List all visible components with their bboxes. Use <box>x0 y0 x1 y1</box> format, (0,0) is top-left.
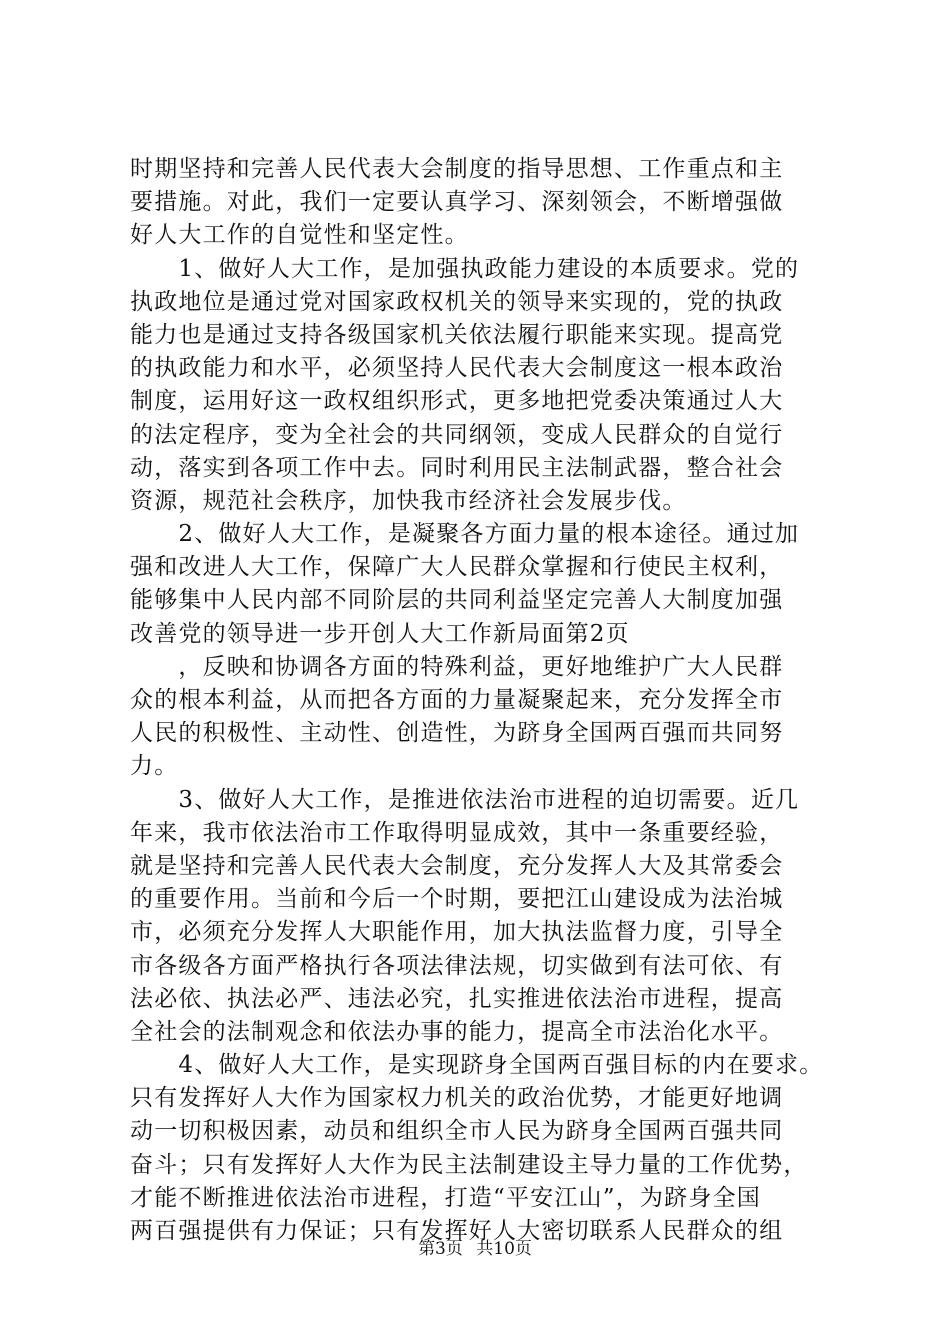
text-line: 就是坚持和完善人民代表大会制度，充分发挥人大及其常委会 <box>130 852 784 879</box>
text-line: 执政地位是通过党对国家政权机关的领导来实现的，党的执政 <box>130 288 784 315</box>
text-line: 资源，规范社会秩序，加快我市经济社会发展步伐。 <box>130 487 687 514</box>
text-line: 力。 <box>130 753 179 780</box>
text-line: 能力也是通过支持各级国家机关依法履行职能来实现。提高党 <box>130 321 784 348</box>
text-line: 动，落实到各项工作中去。同时利用民主法制武器，整合社会 <box>130 454 784 481</box>
text-line: 奋斗；只有发挥好人大作为民主法制建设主导力量的工作优势， <box>130 1151 808 1178</box>
document-body <box>130 153 850 1248</box>
text-line: 1、做好人大工作，是加强执政能力建设的本质要求。党的 <box>130 255 800 282</box>
text-line: 改善党的领导进一步开创人大工作新局面第2页 <box>130 620 630 647</box>
page-footer <box>0 1237 950 1261</box>
text-line: 2、做好人大工作，是凝聚各方面力量的根本途径。通过加 <box>130 521 800 548</box>
text-line: 4、做好人大工作，是实现跻身全国两百强目标的内在要求。 <box>130 1052 824 1079</box>
text-line: 年来，我市依法治市工作取得明显成效，其中一条重要经验， <box>130 819 784 846</box>
text-line: 市各级各方面严格执行各项法律法规，切实做到有法可依、有 <box>130 952 784 979</box>
text-line: ，反映和协调各方面的特殊利益，更好地维护广大人民群 <box>130 653 784 680</box>
text-line: 制度，运用好这一政权组织形式，更多地把党委决策通过人大 <box>130 388 784 415</box>
text-line: 时期坚持和完善人民代表大会制度的指导思想、工作重点和主 <box>130 156 784 182</box>
text-line: 强和改进人大工作，保障广大人民群众掌握和行使民主权利， <box>130 554 784 581</box>
text-line: 全社会的法制观念和依法办事的能力，提高全市法治化水平。 <box>130 1018 784 1045</box>
page-number-current: 第3页 <box>418 1239 463 1259</box>
text-line: 众的根本利益，从而把各方面的力量凝聚起来，充分发挥全市 <box>130 687 784 713</box>
text-line: 能够集中人民内部不同阶层的共同利益坚定完善人大制度加强 <box>130 587 784 614</box>
text-line: 要措施。对此，我们一定要认真学习、深刻领会，不断增强做 <box>130 189 784 216</box>
page-number-total: 共10页 <box>476 1239 532 1259</box>
text-line: 才能不断推进依法治市进程，打造“平安江山”，为跻身全国 <box>130 1184 761 1211</box>
text-line: 法必依、执法必严、违法必究，扎实推进依法治市进程，提高 <box>130 985 784 1012</box>
text-line: 只有发挥好人大作为国家权力机关的政治优势，才能更好地调 <box>130 1085 784 1112</box>
text-line: 好人大工作的自觉性和坚定性。 <box>130 222 469 249</box>
text-line: 两百强提供有力保证；只有发挥好人大密切联系人民群众的组 <box>130 1218 784 1244</box>
text-line: 的法定程序，变为全社会的共同纲领，变成人民群众的自觉行 <box>130 421 784 448</box>
text-line: 的重要作用。当前和今后一个时期，要把江山建设成为法治城 <box>130 886 784 913</box>
text-line: 市，必须充分发挥人大职能作用，加大执法监督力度，引导全 <box>130 919 784 946</box>
text-line: 的执政能力和水平，必须坚持人民代表大会制度这一根本政治 <box>130 355 784 382</box>
text-line: 3、做好人大工作，是推进依法治市进程的迫切需要。近几 <box>130 786 800 813</box>
text-line: 人民的积极性、主动性、创造性，为跻身全国两百强而共同努 <box>130 720 784 747</box>
text-line: 动一切积极因素，动员和组织全市人民为跻身全国两百强共同 <box>130 1118 784 1145</box>
